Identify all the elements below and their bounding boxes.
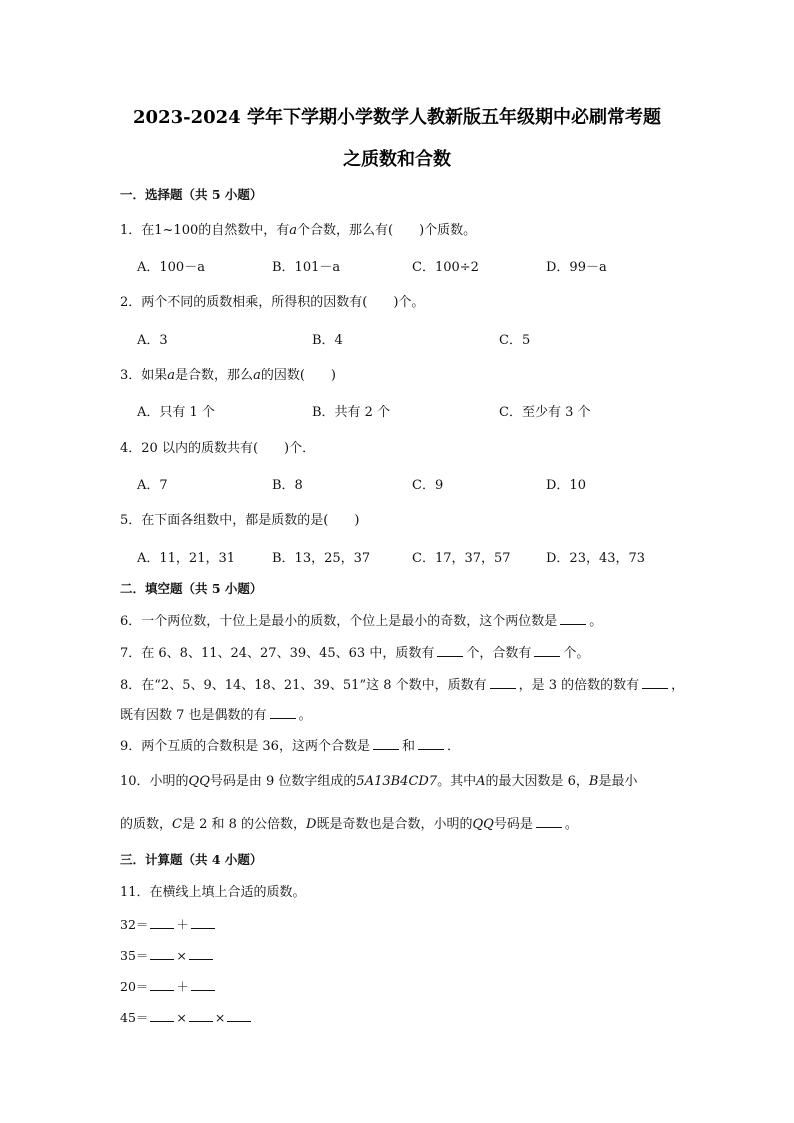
answer-blank[interactable] bbox=[227, 1009, 251, 1022]
question-3-stem-b: 是合数，那么 bbox=[175, 368, 254, 383]
question-5-option-c[interactable]: C．17，37，57 bbox=[412, 551, 511, 566]
section-heading-fill: 二．填空题（共 5 小题） bbox=[120, 581, 263, 596]
var-a: A bbox=[476, 774, 486, 789]
question-6 bbox=[120, 612, 602, 631]
question-3-stem-a: 3．如果 bbox=[120, 368, 168, 383]
question-10-text-a: 10．小明的 bbox=[120, 774, 189, 789]
qq-label: QQ bbox=[472, 817, 494, 832]
answer-blank[interactable] bbox=[189, 1009, 213, 1022]
question-4-option-b[interactable]: B．8 bbox=[272, 478, 303, 493]
question-4-option-d[interactable]: D．10 bbox=[546, 478, 586, 493]
question-4: 4．20 以内的质数共有( )个． bbox=[120, 441, 316, 456]
equation-2-op: × bbox=[176, 948, 187, 963]
question-10 bbox=[120, 773, 637, 791]
question-1-option-b[interactable]: B．101－a bbox=[272, 260, 341, 275]
question-10-text-d: 的最大因数是 6， bbox=[485, 774, 589, 789]
answer-blank[interactable] bbox=[150, 1009, 174, 1022]
question-2-option-a[interactable]: A．3 bbox=[137, 333, 168, 348]
answer-blank[interactable] bbox=[191, 978, 215, 991]
answer-blank[interactable] bbox=[191, 916, 215, 929]
question-5-option-d[interactable]: D．23，43，73 bbox=[546, 551, 646, 566]
question-1-var: a bbox=[289, 223, 298, 238]
question-7-text-a: 7．在 6、8、11、24、27、39、45、63 中，质数有 bbox=[120, 646, 435, 661]
question-7 bbox=[120, 644, 589, 663]
equation-2 bbox=[120, 947, 215, 964]
question-2: 2．两个不同的质数相乘，所得积的因数有( )个。 bbox=[120, 295, 425, 310]
answer-blank[interactable] bbox=[373, 737, 399, 750]
answer-blank[interactable] bbox=[534, 644, 560, 657]
question-9-text-a: 9．两个互质的合数积是 36，这两个合数是 bbox=[120, 739, 370, 754]
equation-3-op: ＋ bbox=[176, 979, 189, 994]
var-c: C bbox=[172, 817, 182, 832]
question-1-stem-b: 个合数，那么有( )个质数。 bbox=[297, 223, 477, 238]
question-4-option-c[interactable]: C．9 bbox=[412, 478, 444, 493]
question-7-text-b: 个，合数有 bbox=[466, 646, 532, 661]
answer-blank[interactable] bbox=[642, 676, 668, 689]
answer-blank[interactable] bbox=[560, 612, 586, 625]
answer-blank[interactable] bbox=[189, 947, 213, 960]
qq-label: QQ bbox=[188, 774, 210, 789]
question-5-option-b[interactable]: B．13，25，37 bbox=[272, 551, 371, 566]
var-d: D bbox=[306, 817, 317, 832]
question-11: 11．在横线上填上合适的质数。 bbox=[120, 885, 306, 900]
question-3-var: a bbox=[167, 368, 176, 383]
question-10-text-j: 。 bbox=[564, 817, 578, 832]
question-10-text-g: 是 2 和 8 的公倍数， bbox=[181, 817, 307, 832]
question-10-text-e: 是最小 bbox=[598, 774, 638, 789]
equation-1-op: ＋ bbox=[176, 917, 189, 932]
question-9 bbox=[120, 737, 460, 756]
qq-code: 5A13B4CD7 bbox=[356, 774, 438, 789]
question-8-text-a: 8．在“2、5、9、14、18、21、39、51”这 8 个数中，质数有 bbox=[120, 678, 487, 693]
page-title-line-1: 2023-2024 学年下学期小学数学人教新版五年级期中必刷常考题 bbox=[133, 107, 661, 128]
question-10-text-i: 号码是 bbox=[493, 817, 533, 832]
question-9-text-b: 和 bbox=[401, 739, 415, 754]
answer-blank[interactable] bbox=[536, 815, 562, 828]
equation-4 bbox=[120, 1009, 253, 1026]
section-heading-calc: 三．计算题（共 4 小题） bbox=[120, 852, 263, 867]
answer-blank[interactable] bbox=[490, 676, 516, 689]
question-8-line-2 bbox=[120, 706, 312, 725]
question-3-option-b[interactable]: B．共有 2 个 bbox=[312, 405, 391, 420]
question-10-text-f: 的质数， bbox=[120, 817, 173, 832]
question-1-option-c[interactable]: C．100÷2 bbox=[412, 260, 479, 275]
question-1 bbox=[120, 222, 476, 240]
question-5-option-a[interactable]: A．11，21，31 bbox=[137, 551, 236, 566]
question-10-line-2 bbox=[120, 815, 578, 834]
question-5: 5．在下面各组数中，都是质数的是( ) bbox=[120, 513, 360, 528]
question-1-option-d[interactable]: D．99－a bbox=[546, 260, 607, 275]
equation-3 bbox=[120, 978, 217, 995]
question-10-text-c: 。其中 bbox=[437, 774, 477, 789]
question-4-option-a[interactable]: A．7 bbox=[137, 478, 168, 493]
question-8-text-e: 。 bbox=[298, 708, 312, 723]
question-10-text-b: 号码是由 9 位数字组成的 bbox=[209, 774, 357, 789]
equation-4-lhs: 45＝ bbox=[120, 1010, 149, 1025]
equation-4-op-2: × bbox=[214, 1010, 226, 1025]
question-8-text-c: ， bbox=[671, 678, 685, 693]
question-6-end: 。 bbox=[589, 614, 603, 629]
question-7-text-c: 个。 bbox=[563, 646, 590, 661]
question-8 bbox=[120, 676, 684, 695]
answer-blank[interactable] bbox=[270, 706, 296, 719]
answer-blank[interactable] bbox=[150, 978, 174, 991]
equation-1 bbox=[120, 916, 217, 933]
question-1-option-a[interactable]: A．100－a bbox=[137, 260, 205, 275]
question-3-option-c[interactable]: C．至少有 3 个 bbox=[499, 405, 591, 420]
answer-blank[interactable] bbox=[150, 916, 174, 929]
question-2-option-b[interactable]: B．4 bbox=[312, 333, 343, 348]
answer-blank[interactable] bbox=[418, 737, 444, 750]
answer-blank[interactable] bbox=[437, 644, 463, 657]
question-3-stem-c: 的因数( ) bbox=[260, 368, 336, 383]
question-8-text-b: ，是 3 的倍数的数有 bbox=[518, 678, 640, 693]
equation-1-lhs: 32＝ bbox=[120, 917, 149, 932]
question-3 bbox=[120, 367, 336, 385]
question-1-stem-a: 1．在1~100的自然数中，有 bbox=[120, 223, 290, 238]
question-3-var-2: a bbox=[253, 368, 261, 383]
question-8-text-d: 既有因数 7 也是偶数的有 bbox=[120, 708, 267, 723]
answer-blank[interactable] bbox=[150, 947, 174, 960]
question-2-option-c[interactable]: C．5 bbox=[499, 333, 531, 348]
question-9-text-c: ． bbox=[446, 739, 460, 754]
question-6-text: 6．一个两位数，十位上是最小的质数，个位上是最小的奇数，这个两位数是 bbox=[120, 614, 558, 629]
question-10-text-h: 既是奇数也是合数，小明的 bbox=[316, 817, 473, 832]
question-3-option-a[interactable]: A．只有 1 个 bbox=[137, 405, 215, 420]
section-heading-choice: 一．选择题（共 5 小题） bbox=[120, 187, 263, 202]
page-title-line-2: 之质数和合数 bbox=[343, 149, 451, 170]
equation-2-lhs: 35＝ bbox=[120, 948, 149, 963]
equation-3-lhs: 20＝ bbox=[120, 979, 149, 994]
equation-4-op-1: × bbox=[176, 1010, 187, 1025]
var-b: B bbox=[588, 774, 599, 789]
